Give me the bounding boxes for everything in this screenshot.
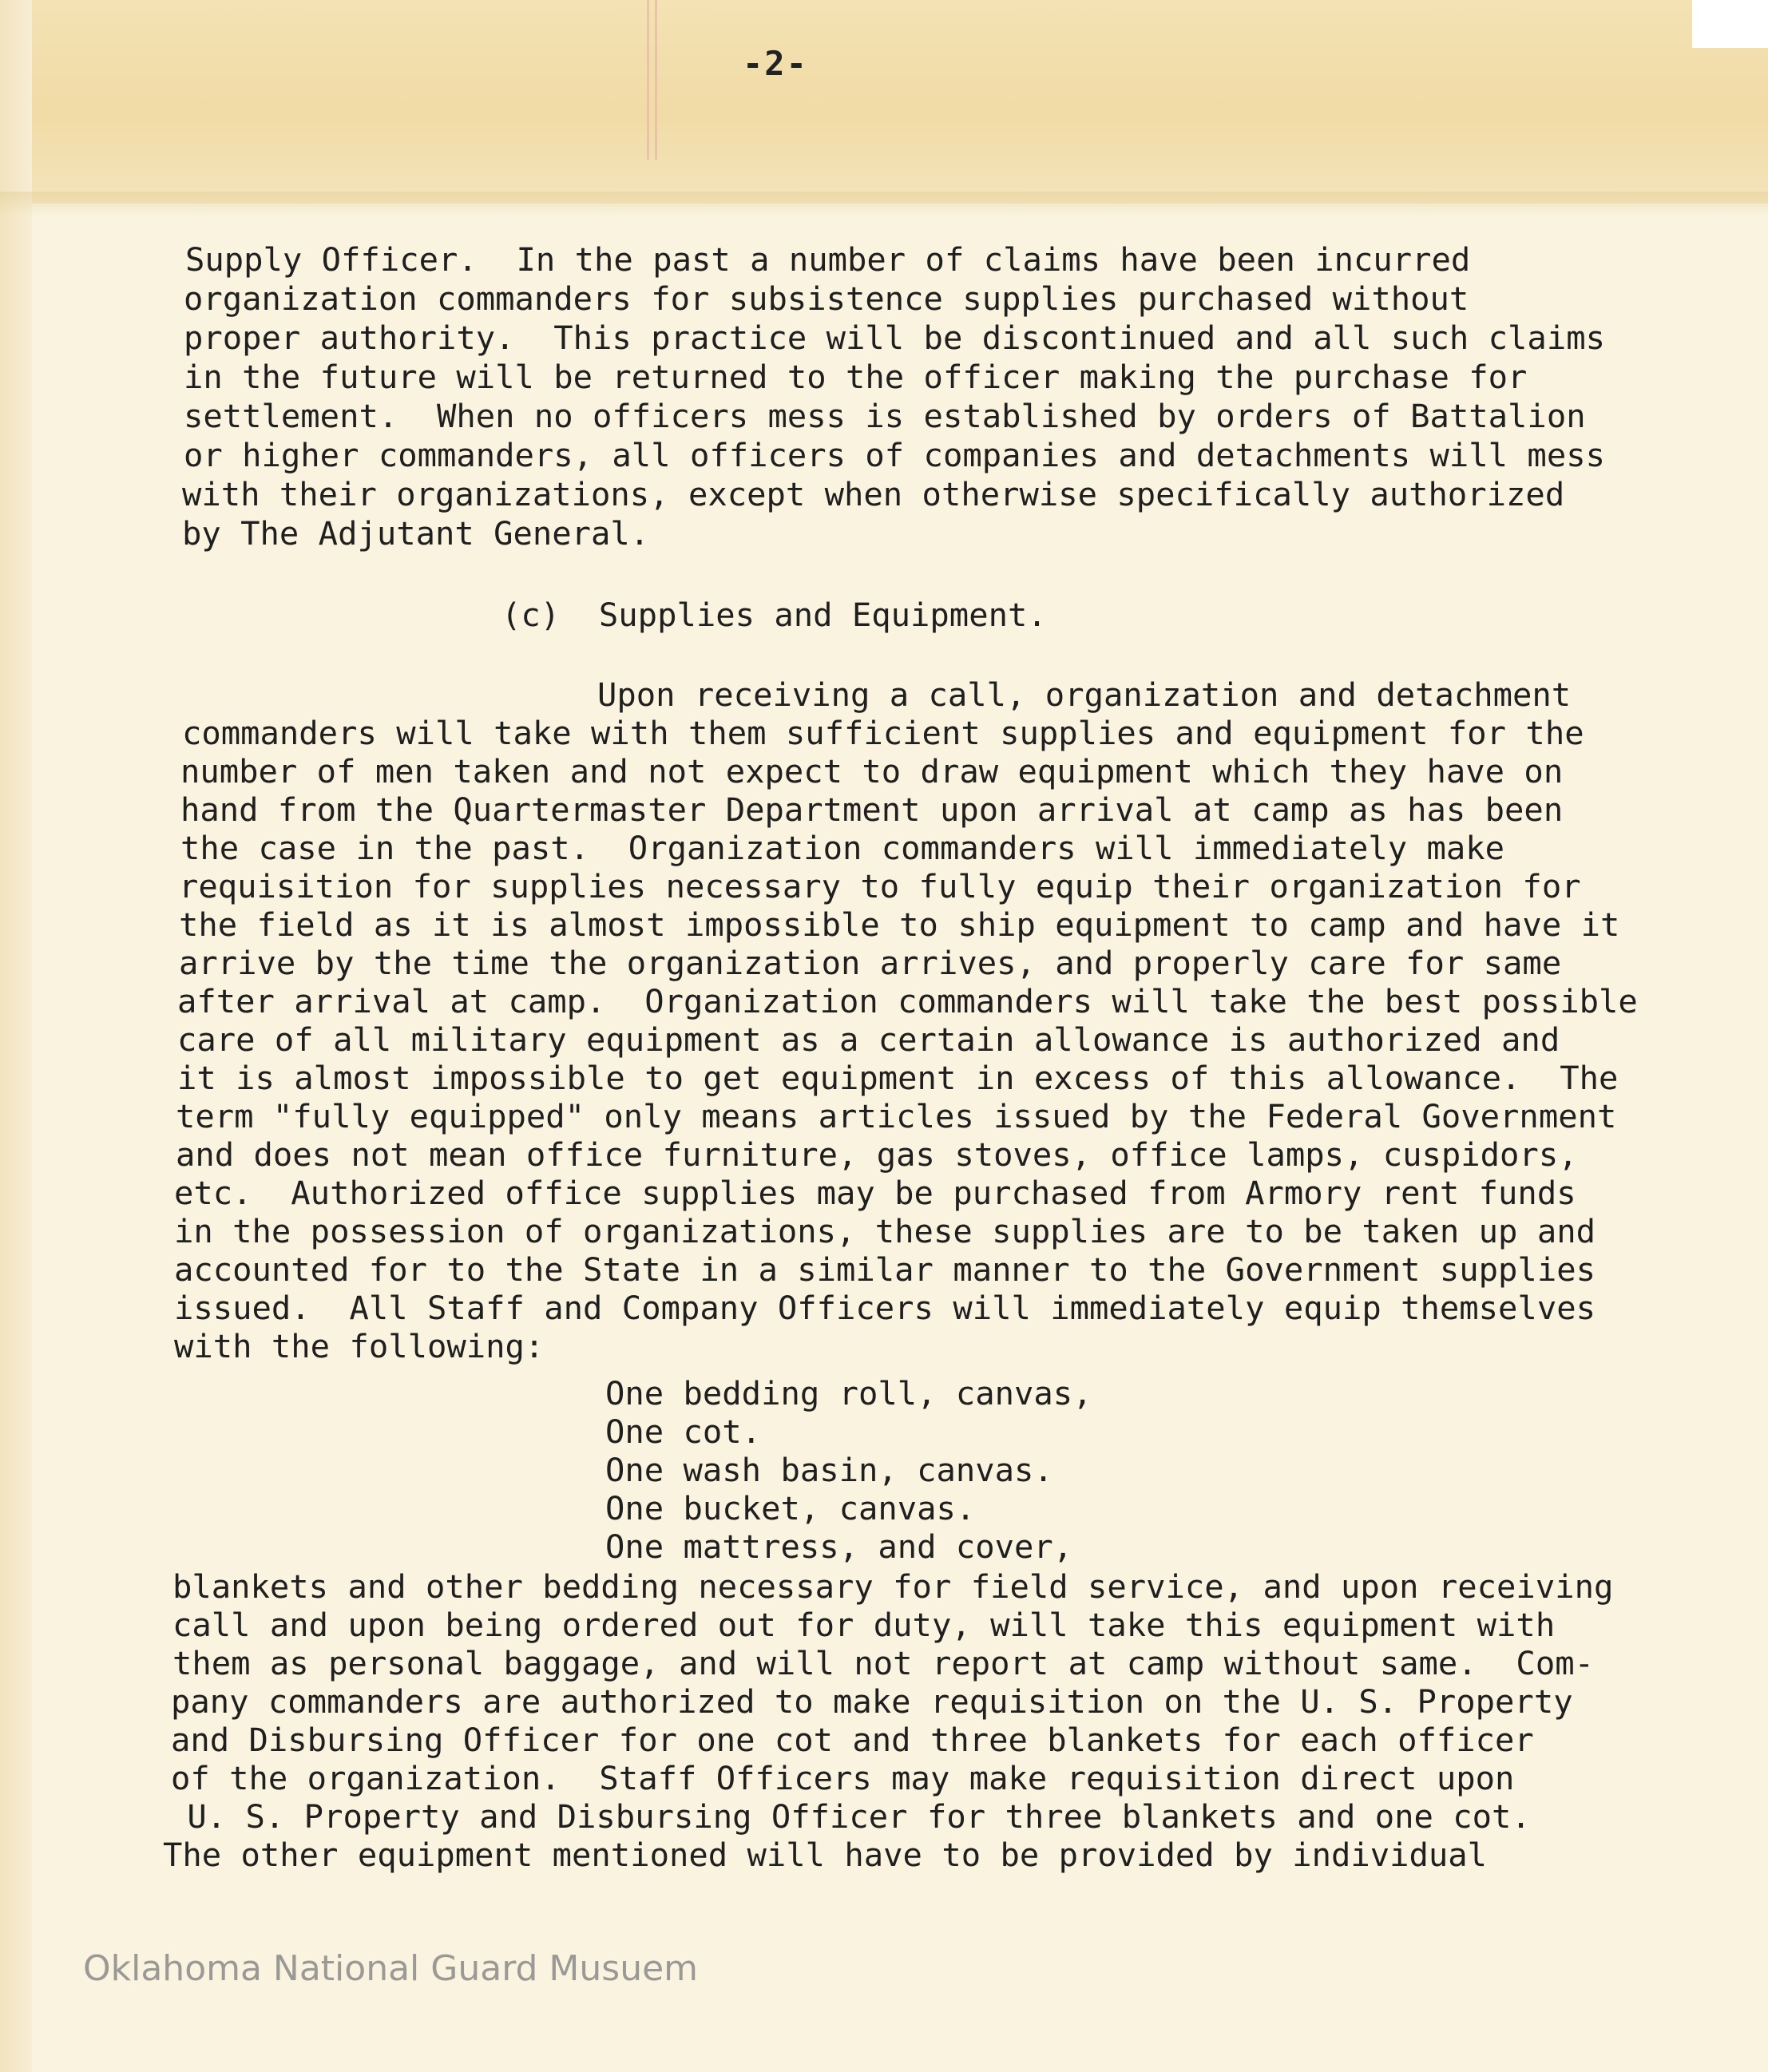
margin-rule-line: [647, 0, 649, 160]
text-line: the case in the past. Organization commanders will immediately make: [180, 829, 1505, 867]
list-item: One bucket, canvas.: [605, 1489, 976, 1527]
text-line: the field as it is almost impossible to ship equipment to camp and have it: [179, 905, 1620, 944]
text-line: after arrival at camp. Organization commanders will take the best possible: [177, 982, 1638, 1020]
text-line: arrive by the time the organization arrives, and properly care for same: [179, 944, 1562, 982]
text-line: with the following:: [174, 1327, 545, 1365]
text-line: organization commanders for subsistence supplies purchased without: [184, 279, 1469, 318]
text-line: accounted for to the State in a similar manner to the Government supplies: [174, 1250, 1596, 1289]
text-line: Supply Officer. In the past a number of claims have been incurred: [185, 240, 1471, 279]
text-line: in the possession of organizations, these supplies are to be taken up and: [174, 1212, 1596, 1250]
text-line: care of all military equipment as a certain allowance is authorized and: [177, 1020, 1560, 1059]
text-line: with their organizations, except when otherwise specifically authorized: [182, 475, 1565, 513]
fold-shadow: [0, 192, 1768, 216]
page-number: -2-: [743, 44, 808, 83]
list-item: One bedding roll, canvas,: [605, 1374, 1092, 1412]
text-line: call and upon being ordered out for duty, will take this equipment with: [172, 1606, 1556, 1644]
text-line: or higher commanders, all officers of companies and detachments will mess: [184, 436, 1605, 474]
text-line: hand from the Quartermaster Department upon arrival at camp as has been: [180, 790, 1564, 829]
aged-paper-band: [0, 0, 1768, 204]
text-line: The other equipment mentioned will have to be provided by individual: [163, 1836, 1488, 1874]
text-line: by The Adjutant General.: [182, 514, 650, 553]
margin-rule-line: [655, 0, 657, 160]
text-line: pany commanders are authorized to make requisition on the U. S. Property: [171, 1682, 1573, 1721]
list-item: One mattress, and cover,: [605, 1527, 1073, 1566]
text-line: proper authority. This practice will be discontinued and all such claims: [184, 319, 1605, 357]
list-item: One wash basin, canvas.: [605, 1451, 1053, 1489]
text-line: number of men taken and not expect to draw equipment which they have on: [180, 752, 1564, 790]
museum-watermark: Oklahoma National Guard Musuem: [83, 1948, 699, 1989]
text-line: in the future will be returned to the officer making the purchase for: [184, 358, 1528, 396]
text-line: issued. All Staff and Company Officers will immediately equip themselves: [174, 1289, 1596, 1327]
text-line: of the organization. Staff Officers may make requisition direct upon: [171, 1759, 1515, 1797]
text-line: commanders will take with them sufficient supplies and equipment for the: [182, 714, 1584, 752]
text-line: blankets and other bedding necessary for field service, and upon receiving: [172, 1567, 1614, 1606]
backing-paper-corner: [1692, 0, 1768, 48]
text-line: it is almost impossible to get equipment in excess of this allowance. The: [177, 1059, 1619, 1097]
text-line: and does not mean office furniture, gas stoves, office lamps, cuspidors,: [176, 1135, 1578, 1174]
text-line: and Disbursing Officer for one cot and three blankets for each officer: [171, 1721, 1534, 1759]
list-item: One cot.: [605, 1412, 762, 1451]
text-line: settlement. When no officers mess is established by orders of Battalion: [184, 397, 1586, 435]
left-paper-edge: [0, 0, 32, 2072]
text-line: term "fully equipped" only means articles issued by the Federal Government: [176, 1097, 1617, 1135]
text-line: etc. Authorized office supplies may be purchased from Armory rent funds: [174, 1174, 1576, 1212]
text-line: U. S. Property and Disbursing Officer for three blankets and one cot.: [168, 1797, 1531, 1836]
section-heading: (c) Supplies and Equipment.: [501, 596, 1047, 634]
text-line: them as personal baggage, and will not report at camp without same. Com-: [172, 1644, 1594, 1682]
text-line: Upon receiving a call, organization and detachment: [597, 675, 1572, 714]
text-line: requisition for supplies necessary to fully equip their organization for: [179, 867, 1581, 905]
